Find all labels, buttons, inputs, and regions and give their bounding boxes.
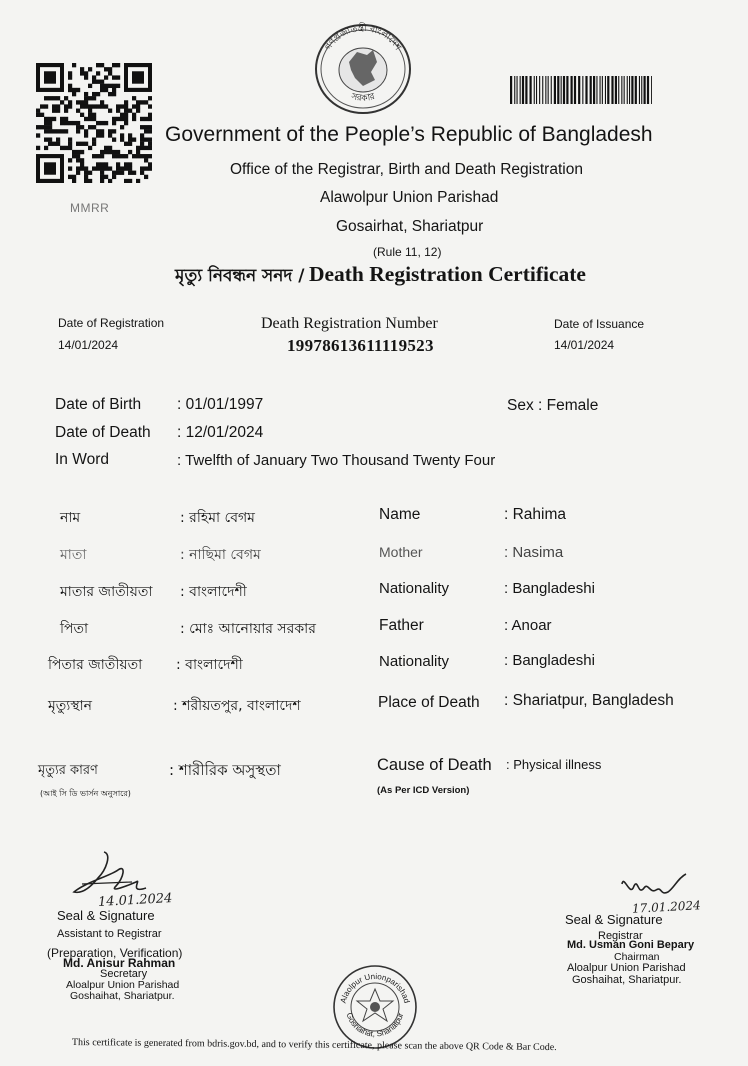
detail-en-value-mother-nationality: : Bangladeshi (504, 580, 595, 597)
footer-verification-note: This certificate is generated from bdris.gov.bd, and to verify this certificate, please scan the above QR Code & Bar Code. (71, 1037, 557, 1054)
left-sig-line-seal: Seal & Signature (57, 908, 155, 923)
dob-label: Date of Birth (55, 396, 142, 413)
detail-bn-label-father: পিতা (60, 621, 89, 637)
detail-bn-value-mother-nationality: : বাংলাদেশী (180, 584, 247, 600)
government-emblem (311, 22, 415, 116)
cause-bn-sub: (আই সি ডি ভার্সন অনুসারে) (40, 789, 131, 798)
registrar-office: Office of the Registrar, Birth and Death Registration (230, 161, 583, 178)
detail-bn-label-father-nationality: পিতার জাতীয়তা (48, 657, 143, 673)
date-of-registration-label: Date of Registration (58, 316, 165, 330)
detail-en-value-place-of-death: : Shariatpur, Bangladesh (504, 692, 674, 709)
cause-bn-label: মৃত্যুর কারণ (38, 763, 98, 778)
qr-code (36, 63, 152, 183)
left-sig-line-preparation: (Preparation, Verification) (47, 946, 183, 960)
right-sig-line-role: Registrar (598, 930, 643, 942)
date-of-registration-value: 14/01/2024 (58, 338, 119, 352)
certificate-title-bn: মৃত্যু নিবন্ধন সনদ / (175, 266, 305, 286)
dod-label: Date of Death (55, 424, 151, 441)
detail-bn-value-place-of-death: : শরীয়তপুর, বাংলাদেশ (173, 698, 301, 714)
svg-text:Goshaihat, Shariatpur (345, 1012, 406, 1039)
right-sig-line-title: Chairman (614, 951, 660, 963)
detail-bn-value-father: : মোঃ আনোয়ার সরকার (180, 621, 316, 637)
detail-en-value-name: : Rahima (504, 506, 567, 523)
registration-number-label: Death Registration Number (261, 315, 438, 332)
detail-en-label-place-of-death: Place of Death (378, 694, 480, 711)
detail-en-label-father-nationality: Nationality (379, 653, 450, 670)
detail-bn-label-name: নাম (60, 510, 81, 526)
right-sig-line-union: Aloalpur Union Parishad (567, 962, 686, 974)
detail-bn-label-mother: মাতা (60, 547, 87, 563)
right-sig-line-name: Md. Usman Goni Bepary (567, 939, 695, 951)
qr-caption: MMRR (70, 201, 110, 215)
detail-en-value-father-nationality: : Bangladeshi (504, 652, 595, 669)
registration-number-value: 19978613611119523 (287, 336, 434, 355)
inword-label: In Word (55, 451, 109, 468)
emblem-text-bottom: সরকার (350, 90, 376, 103)
cause-en-label: Cause of Death (377, 756, 492, 774)
detail-bn-value-father-nationality: : বাংলাদেশী (176, 657, 243, 673)
certificate-title-en: Death Registration Certificate (308, 262, 586, 286)
emblem-text-top: গণপ্রজাতন্ত্রী বাংলাদেশ (322, 22, 404, 52)
detail-en-label-mother: Mother (379, 544, 423, 560)
left-sig-line-name: Md. Anisur Rahman (63, 956, 176, 970)
detail-en-value-mother: : Nasima (504, 544, 564, 561)
detail-bn-label-mother-nationality: মাতার জাতীয়তা (60, 584, 153, 600)
left-sig-line-union: Aloalpur Union Parishad (66, 979, 180, 991)
left-sig-line-role: Assistant to Registrar (57, 928, 162, 940)
seal-text-bottom: Goshaihat, Shariatpur (344, 1011, 406, 1039)
cause-bn-value: : শারীরিক অসুস্থতা (169, 761, 281, 779)
inword-value: : Twelfth of January Two Thousand Twenty Four (177, 452, 496, 469)
certificate-title (175, 262, 586, 291)
left-sig-line-title: Secretary (100, 968, 148, 980)
cause-en-value: : Physical illness (506, 757, 602, 772)
date-of-issuance-label: Date of Issuance (554, 317, 645, 331)
detail-en-value-father: : Anoar (504, 617, 552, 634)
left-signature-date: 14.01.2024 (97, 891, 173, 910)
right-signature-date: 17.01.2024 (631, 898, 702, 916)
right-sig-line-location: Goshaihat, Shariatpur. (572, 974, 682, 986)
right-sig-line-seal: Seal & Signature (565, 912, 663, 927)
union-parishad-seal (331, 963, 419, 1051)
detail-en-label-name: Name (379, 506, 421, 523)
detail-bn-value-mother: : নাছিমা বেগম (180, 547, 261, 563)
rule-reference: (Rule 11, 12) (373, 245, 442, 259)
cause-en-sub: (As Per ICD Version) (377, 785, 470, 796)
detail-bn-value-name: : রহিমা বেগম (180, 510, 255, 526)
union-parishad: Alawolpur Union Parishad (320, 189, 499, 206)
detail-en-label-mother-nationality: Nationality (379, 580, 450, 597)
government-title: Government of the People’s Republic of Bangladesh (165, 123, 653, 146)
left-sig-line-location: Goshaihat, Shariatpur. (70, 990, 175, 1002)
detail-en-label-father: Father (379, 617, 424, 634)
dob-value: : 01/01/1997 (177, 396, 264, 413)
detail-bn-label-place-of-death: মৃত্যুস্থান (48, 698, 93, 714)
dod-value: : 12/01/2024 (177, 424, 264, 441)
date-of-issuance-value: 14/01/2024 (554, 338, 615, 352)
barcode (510, 76, 652, 104)
sex-value: Sex : Female (507, 397, 599, 414)
seal-text-top: Alaolpur Unionparishad (338, 971, 412, 1005)
location: Gosairhat, Shariatpur (336, 218, 484, 235)
